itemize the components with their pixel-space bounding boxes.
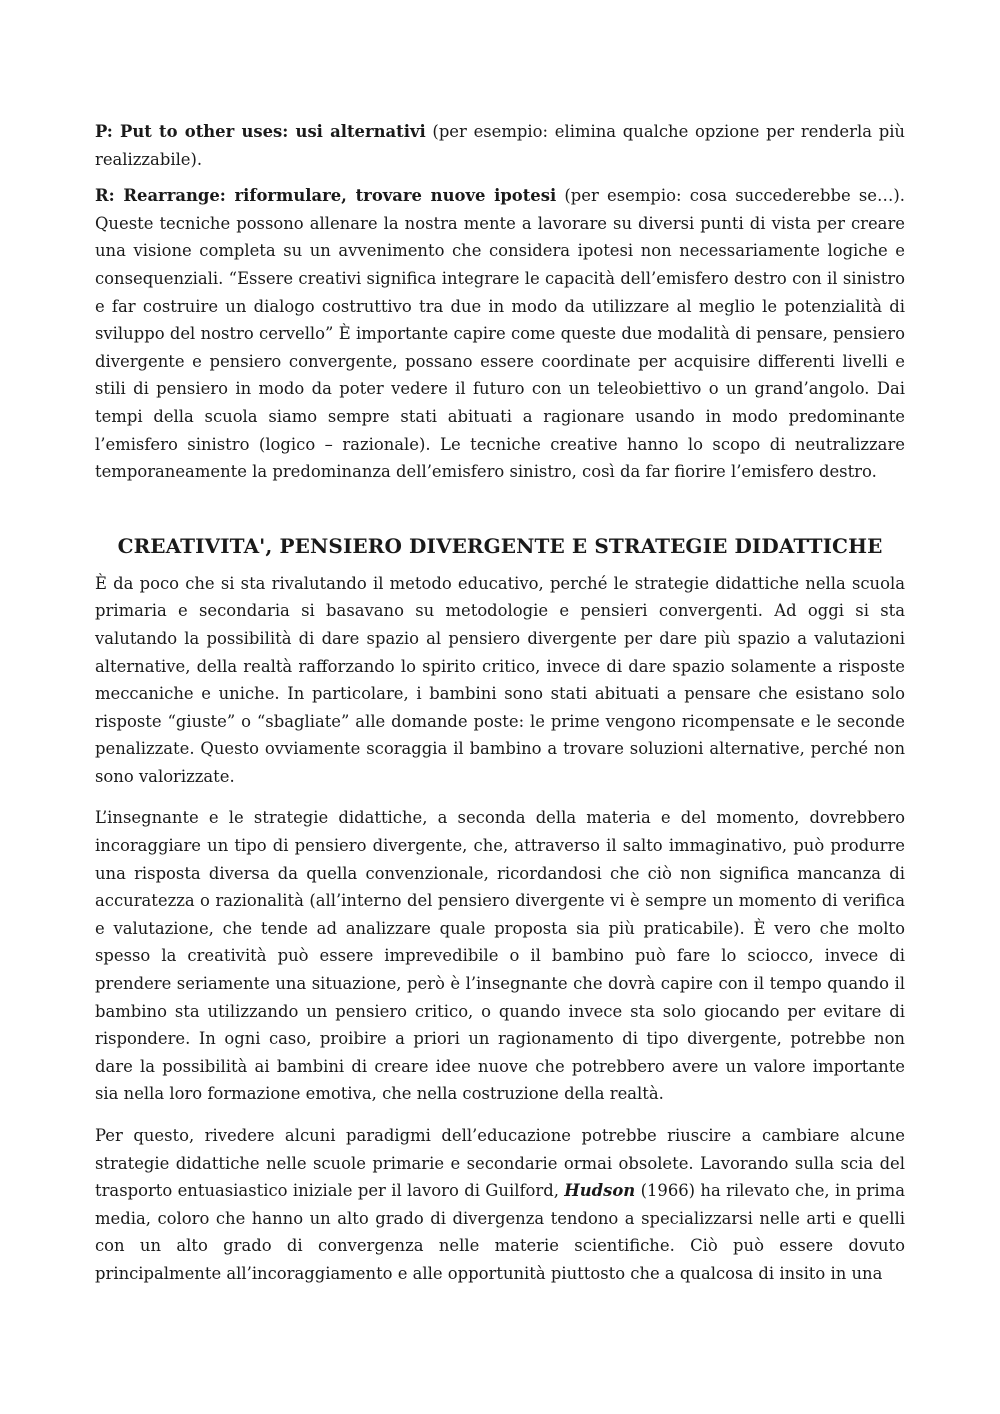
author-name-hudson: Hudson: [564, 1181, 636, 1201]
paragraph-2: L’insegnante e le strategie didattiche, a seconda della materia e del momento, dovrebbero incoraggiare un tipo di pensiero divergente, che, attraverso il salto immaginativo, può produrre una risposta diversa da quella convenzionale, ricordandosi che ciò non significa mancanza di accuratezza o razionalità (all’interno del pensiero divergente vi è sempre un momento di verifica e valutazione, che tende ad analizzare quale proposta sia più praticabile). È vero che molto spesso la creatività può essere imprevedibile o il bambino può fare lo sciocco, invece di prendere seriamente una situazione, però è l’insegnante che dovrà capire con il tempo quando il bambino sta utilizzando un pensiero critico, o quando invece sta solo giocando per evitare di rispondere. In ogni caso, proibire a priori un ragionamento di tipo divergente, potrebbe non dare la possibilità ai bambini di creare idee nuove che potrebbero avere un valore importante sia nella loro formazione emotiva, che nella costruzione della realtà.: [95, 808, 905, 1104]
section-heading: CREATIVITA', PENSIERO DIVERGENTE E STRATEGIE DIDATTICHE: [117, 533, 883, 558]
term-put-to-other-uses: P: Put to other uses: usi alternativi: [95, 122, 426, 141]
paragraph-1: È da poco che si sta rivalutando il metodo educativo, perché le strategie didattiche nella scuola primaria e secondaria si basavano su metodologie e pensieri convergenti. Ad oggi si sta valutando la possibilità di dare spazio al pensiero divergente per dare più spazio a valutazioni alternative, della realtà rafforzando lo spirito critico, invece di dare spazio solamente a risposte meccaniche e uniche. In particolare, i bambini sono stati abituati a pensare che esistano solo risposte “giuste” o “sbagliate” alle domande poste: le prime vengono ricompensate e le seconde penalizzate. Questo ovviamente scoraggia il bambino a trovare soluzioni alternative, perché non sono valorizzate.: [95, 573, 905, 786]
paragraph-text: (per esempio: elimina qualche opzione per renderla più realizzabile).: [95, 122, 905, 169]
paragraph-text: Per questo, rivedere alcuni paradigmi dell’educazione potrebbe riuscire a cambiare alcune strategie didattiche nelle scuole primarie e secondarie ormai obsolete. Lavorando sulla scia del trasporto entuasiastico iniziale per il lavoro di Guilford,: [95, 1126, 905, 1201]
document-page: [95, 118, 905, 1302]
term-rearrange: R: Rearrange: riformulare, trovare nuove ipotesi: [95, 186, 557, 206]
paragraph-3: [95, 1122, 905, 1288]
paragraph-put-to-other-uses: [95, 118, 905, 173]
paragraph-text: (per esempio: cosa succederebbe se…). Queste tecniche possono allenare la nostra mente a lavorare su diversi punti di vista per creare una visione completa su un avvenimento che considera ipotesi non necessariamente logiche e consequenziali. “Essere creativi significa integrare le capacità dell’emisfero destro con il sinistro e far costruire un dialogo costruttivo tra due in modo da utilizzare al meglio le potenzialità di sviluppo del nostro cervello” È importante capire come queste due modalità di pensare, pensiero divergente e pensiero convergente, possano essere coordinate per acquisire differenti livelli e stili di pensiero in modo da poter vedere il futuro con un teleobiettivo o un grand’angolo. Dai tempi della scuola siamo sempre stati abituati a ragionare usando in modo predominante l’emisfero sinistro (logico – razionale). Le tecniche creative hanno lo scopo di neutralizzare temporaneamente la predominanza dell’emisfero sinistro, così da far fiorire l’emisfero destro.: [95, 186, 905, 482]
paragraph-text: (1966) ha rilevato che, in prima media, coloro che hanno un alto grado di divergenza tendono a specializzarsi nelle arti e quelli con un alto grado di convergenza nelle materie scientifiche. Ciò può essere dovuto principalmente all’incoraggiamento e alle opportunità piuttosto che a qualcosa di insito in una: [95, 1181, 905, 1283]
paragraph-rearrange: [95, 182, 905, 486]
